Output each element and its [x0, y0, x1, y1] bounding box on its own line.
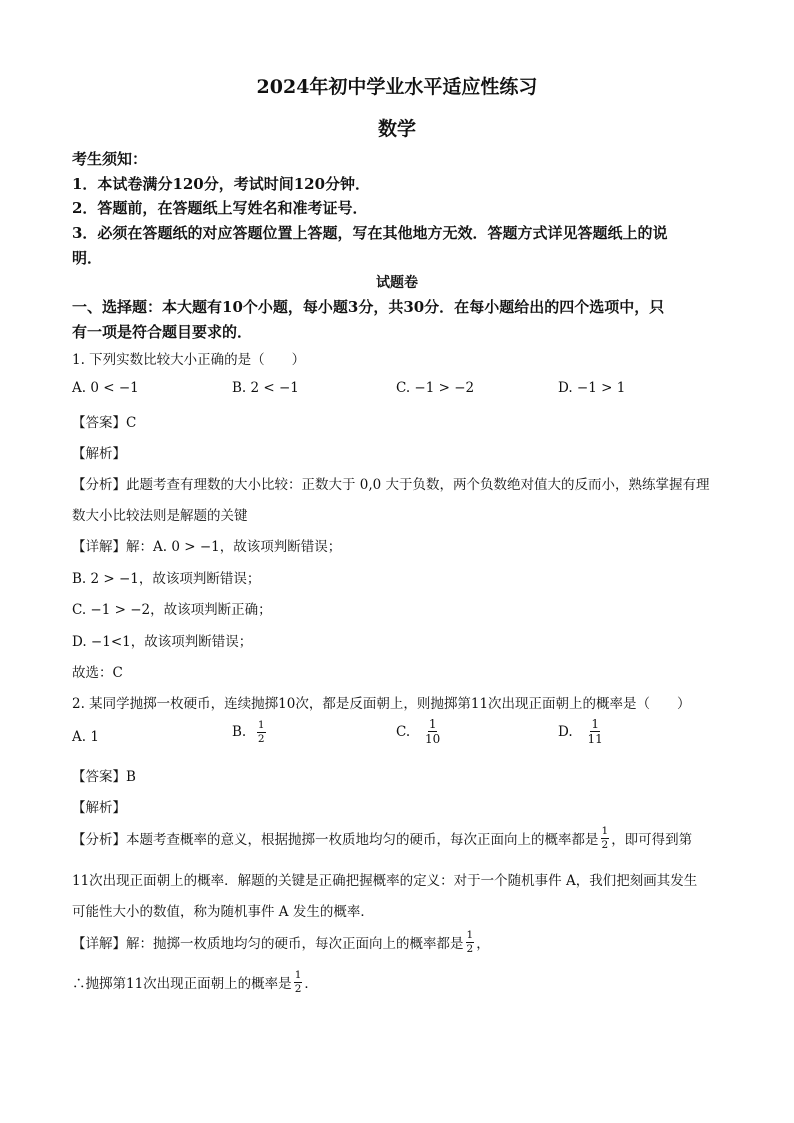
- q2-fenxi-fraction: [601, 826, 610, 850]
- subject-title: 数学: [377, 118, 416, 140]
- q2-option-c: [396, 718, 442, 745]
- notice-item-1: 1．本试卷满分120分，考试时间120分钟．: [72, 175, 371, 193]
- q1-choice: 故选：C: [72, 665, 123, 681]
- fraction-denominator: 2: [601, 838, 609, 851]
- fraction-denominator: 2: [466, 942, 474, 955]
- q2-option-c-fraction: [425, 718, 440, 745]
- q2-option-d: [558, 718, 605, 745]
- q2-fenxi-line1-tail: ，即可得到第: [611, 832, 693, 848]
- q2-stem: 2. 某同学抛掷一枚硬币，连续抛掷10次，都是反面朝上，则抛掷第11次出现正面朝上的概率是（ ）: [72, 696, 691, 712]
- q1-analysis-label: 【解析】: [72, 446, 126, 462]
- q2-detail-tail: ，: [476, 936, 490, 952]
- fraction-denominator: 11: [587, 732, 603, 746]
- q2-fenxi-line1: [72, 826, 692, 850]
- exam-title: 2024年初中学业水平适应性练习: [256, 76, 538, 98]
- q2-detail-text: 【详解】解：抛掷一枚质地均匀的硬币，每次正面向上的概率都是: [72, 936, 464, 952]
- notice-item-3-cont: 明．: [72, 249, 103, 267]
- q1-fenxi-line1: 【分析】此题考查有理数的大小比较：正数大于 0,0 大于负数，两个负数绝对值大的反而小，熟练掌握有理: [72, 477, 710, 493]
- notice-item-3: 3．必须在答题纸的对应答题位置上答题，写在其他地方无效．答题方式详见答题纸上的说: [72, 224, 668, 242]
- q2-fenxi-line3: 可能性大小的数值，称为随机事件 A 发生的概率．: [72, 904, 374, 920]
- q1-detail-c: C. −1 > −2，故该项判断正确；: [72, 602, 272, 618]
- fraction-numerator: 1: [591, 717, 599, 731]
- fraction-denominator: 2: [257, 732, 265, 745]
- q1-stem: 1. 下列实数比较大小正确的是（ ）: [72, 352, 306, 368]
- q2-analysis-label: 【解析】: [72, 800, 126, 816]
- q2-conclusion-fraction: [294, 970, 303, 994]
- q2-conclusion-text: ∴抛掷第11次出现正面朝上的概率是: [72, 976, 292, 992]
- fraction-numerator: 1: [428, 717, 437, 731]
- q2-option-b-label: B.: [232, 724, 247, 740]
- q2-option-c-label: C.: [396, 723, 411, 740]
- q1-detail-b: B. 2 > −1，故该项判断错误；: [72, 571, 261, 587]
- fraction-numerator: 1: [294, 969, 302, 981]
- fraction-numerator: 1: [257, 719, 265, 731]
- q1-fenxi-line2: 数大小比较法则是解题的关键: [72, 508, 248, 524]
- q2-detail-fraction: [466, 930, 475, 954]
- section-heading-line1: 一、选择题：本大题有10个小题，每小题3分，共30分．在每小题给出的四个选项中，只: [72, 298, 665, 316]
- q2-option-b-fraction: [257, 720, 266, 744]
- fraction-numerator: 1: [601, 825, 609, 837]
- q2-detail: [72, 930, 490, 954]
- fraction-numerator: 1: [466, 929, 474, 941]
- q2-conclusion-tail: ．: [304, 976, 318, 992]
- q2-option-d-label: D.: [558, 723, 573, 740]
- section-label: 试题卷: [376, 275, 418, 291]
- q1-detail-d: D. −1<1，故该项判断错误；: [72, 634, 253, 650]
- q2-option-a: A. 1: [72, 729, 99, 745]
- q2-option-d-fraction: [588, 718, 603, 745]
- notice-heading: 考生须知：: [72, 150, 148, 168]
- q2-answer: 【答案】B: [72, 769, 136, 785]
- section-heading-line2: 有一项是符合题目要求的．: [72, 323, 253, 341]
- q1-option-d: D. −1 > 1: [558, 380, 626, 396]
- q1-option-a: A. 0 < −1: [72, 380, 139, 396]
- q2-option-b: [232, 720, 268, 744]
- q1-option-c: C. −1 > −2: [396, 380, 475, 396]
- fraction-denominator: 2: [294, 982, 302, 995]
- fraction-denominator: 10: [425, 732, 441, 746]
- q1-detail: 【详解】解：A. 0 > −1，故该项判断错误；: [72, 539, 342, 555]
- q1-answer: 【答案】C: [72, 415, 137, 431]
- q2-fenxi-line2: 11次出现正面朝上的概率．解题的关键是正确把握概率的定义：对于一个随机事件 A，我们把刻画其发生: [72, 873, 698, 889]
- q2-conclusion: [72, 970, 318, 994]
- q2-fenxi-line1-text: 【分析】本题考查概率的意义，根据抛掷一枚质地均匀的硬币，每次正面向上的概率都是: [72, 832, 599, 848]
- q1-option-b: B. 2 < −1: [232, 380, 299, 396]
- notice-item-2: 2．答题前，在答题纸上写姓名和准考证号．: [72, 199, 368, 217]
